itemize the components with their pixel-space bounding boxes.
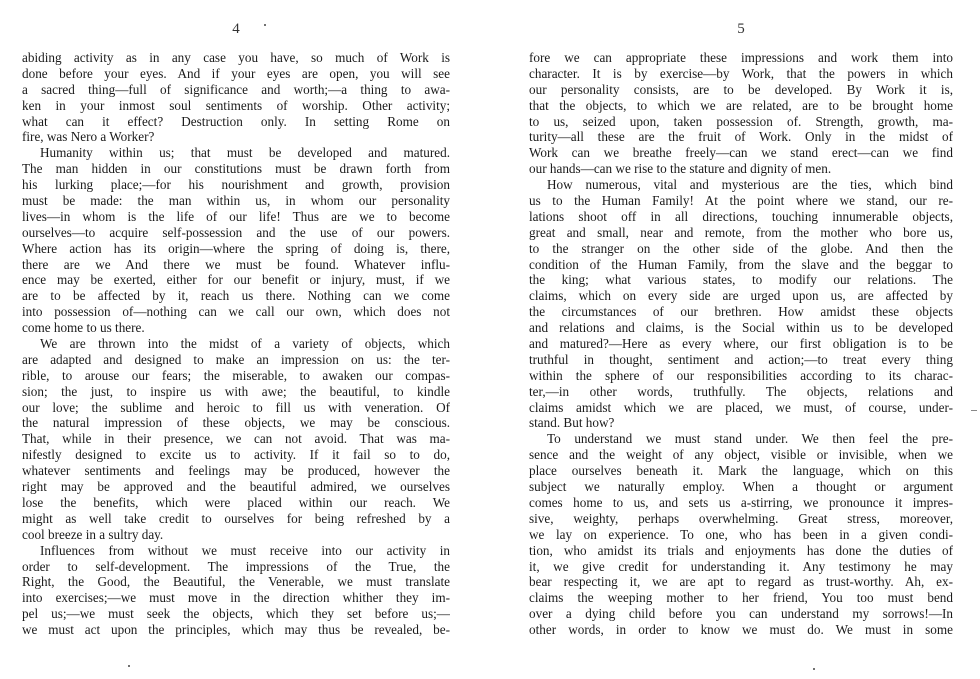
text-line: ourselves—to acquire self-possession and the use of our powers.	[22, 224, 450, 240]
text-line: truthful in thought, sentiment and action;—to treat every thing	[529, 351, 953, 367]
text-line: claims, which on every side are urged upon us, are affected by	[529, 288, 953, 304]
text-line: Right, the Good, the Beautiful, the Venerable, we must translate	[22, 574, 450, 590]
text-line: right may be approved and the beautiful admired, we ourselves	[22, 479, 450, 495]
text-line: turity—all these are the fruit of Work. Only in the midst of	[529, 129, 953, 145]
text-line: order to self-development. The impressions of the True, the	[22, 558, 450, 574]
text-line: abiding activity as in any case you have, so much of Work is	[22, 50, 450, 65]
text-line: to us, seized upon, taken possession of. Strength, growth, ma-	[529, 113, 953, 129]
text-line: To understand we must stand under. We then feel the pre-	[547, 431, 953, 447]
text-line: are to be affected by it, reach us there. Nothing can we come	[22, 288, 450, 304]
text-line: claims the weeping mother to her friend, You too must bend	[529, 590, 953, 606]
right-page	[529, 0, 953, 679]
text-line: what can it effect? Destruction only. In setting Rome on	[22, 113, 450, 129]
text-line: place ourselves beneath it. Mark the language, which on this	[529, 463, 953, 479]
text-line: we must act upon the principles, which may thus be revealed, be-	[22, 622, 450, 638]
text-line: nifestly designed to excite us to activity. If it fail so to do,	[22, 447, 450, 463]
text-line: lives—in whom is the life of our life! Thus are we to become	[22, 208, 450, 224]
print-speck	[264, 24, 266, 26]
text-line: into exercises;—we must move in the direction whither they im-	[22, 590, 450, 606]
text-line: us to the Human Family! At the point where we stand, our re-	[529, 193, 953, 209]
text-line: that the objects, to which we are related, are to be brought home	[529, 97, 953, 113]
text-line: Influences from without we must receive into our activity in	[40, 542, 450, 558]
text-line: ter,—in other words, truthfully. The objects, relations and	[529, 383, 953, 399]
left-page-text	[22, 50, 450, 638]
text-line: his lurking place;—for his nourishment and growth, provision	[22, 177, 450, 193]
text-line: The man hidden in our constitutions must be drawn forth from	[22, 161, 450, 177]
page-number-left: 4	[232, 21, 240, 37]
text-line: it, we give credit for understanding it. Any testimony he may	[529, 558, 953, 574]
text-line: Work can we breathe freely—can we stand erect—can we find	[529, 145, 953, 161]
text-line: to the stranger on the other side of the globe. And then the	[529, 240, 953, 256]
text-line: fire, was Nero a Worker?	[22, 129, 155, 145]
text-line: sence and the weight of any object, visible or invisible, when we	[529, 447, 953, 463]
text-line: come home to us there.	[22, 320, 145, 336]
print-speck	[128, 665, 130, 667]
text-line: might as well take credit to ourselves for being refreshed by a	[22, 510, 450, 526]
text-line: That, while in their presence, we can not avoid. That was ma-	[22, 431, 450, 447]
text-line: over a dying child before you can understand my sorrows!—In	[529, 606, 953, 622]
text-line: great and small, near and remote, from the mother who bore us,	[529, 224, 953, 240]
text-line: whatever sentiments and feelings may be produced, however the	[22, 463, 450, 479]
text-line: our hands—can we rise to the stature and dignity of men.	[529, 161, 832, 177]
text-line: we lay on experience. To one, who has been in a given condi-	[529, 526, 953, 542]
text-line: and relations and claims, is the Social within us to be developed	[529, 320, 953, 336]
text-line: bear respecting it, we are apt to regard as trust-worthy. Ah, ex-	[529, 574, 953, 590]
text-line: sion; the just, to inspire us with awe; the beautiful, to kindle	[22, 383, 450, 399]
text-line: the king; what various states, to modify our relations. The	[529, 272, 953, 288]
text-line: our love; the sublime and heroic to fill us with veneration. Of	[22, 399, 450, 415]
left-page	[22, 0, 450, 679]
text-line: How numerous, vital and mysterious are the ties, which bind	[547, 177, 953, 193]
text-line: our personality consists, are to be developed. By Work it is,	[529, 81, 953, 97]
edge-mark	[971, 410, 977, 411]
text-line: lose the benefits, which were placed within our reach. We	[22, 494, 450, 510]
text-line: pel us;—we must seek the objects, which they set before us;—	[22, 606, 450, 622]
text-line: Where action has its origin—where the spring of doing is, there,	[22, 240, 450, 256]
text-line: a sacred thing—full of significance and worth;—a thing to awa-	[22, 81, 450, 97]
text-line: sive, weighty, perhaps overwhelming. Great stress, moreover,	[529, 510, 953, 526]
text-line: and matured?—Here as every where, our first obligation is to be	[529, 336, 953, 352]
text-line: ken in your inmost soul sentiments of worship. Other activity;	[22, 97, 450, 113]
text-line: claims amidst which we are placed, we must, of course, under-	[529, 399, 953, 415]
text-line: the circumstances of our brethren. How amidst these objects	[529, 304, 953, 320]
text-line: subject we naturally employ. When a thought or argument	[529, 479, 953, 495]
text-line: the natural impression of these objects, we may be conscious.	[22, 415, 450, 431]
text-line: Humanity within us; that must be developed and matured.	[40, 145, 450, 161]
text-line: lations shoot off in all directions, touching innumerable objects,	[529, 208, 953, 224]
text-line: stand. But how?	[529, 415, 615, 431]
text-line: cool breeze in a sultry day.	[22, 526, 164, 542]
text-line: We are thrown into the midst of a variety of objects, which	[40, 336, 450, 352]
text-line: fore we can appropriate these impressions and work them into	[529, 50, 953, 65]
text-line: must be made: the man within us, in whom our personality	[22, 193, 450, 209]
text-line: done before your eyes. And if your eyes are open, you will see	[22, 65, 450, 81]
text-line: rible, to arouse our fears; the miserable, to awaken our compas-	[22, 367, 450, 383]
text-line: character. It is by exercise—by Work, that the powers in which	[529, 65, 953, 81]
text-line: condition of the Human Family, from the slave and the beggar to	[529, 256, 953, 272]
text-line: ence may be exerted, either for our benefit or injury, must, if we	[22, 272, 450, 288]
text-line: into possession of—nothing can we call our own, which does not	[22, 304, 450, 320]
text-line: there are we And there we must be found. Whatever influ-	[22, 256, 450, 272]
text-line: other words, in order to know we must do. We must in some	[529, 622, 953, 638]
text-line: within the sphere of our responsibilities according to its charac-	[529, 367, 953, 383]
right-page-text	[529, 50, 953, 638]
text-line: tion, who amidst its trials and enjoyments has done the duties of	[529, 542, 953, 558]
page-number-right: 5	[737, 21, 745, 37]
text-line: are adapted and designed to make an impression on us: the ter-	[22, 351, 450, 367]
text-line: comes home to us, and sets us a-stirring, we pronounce it impres-	[529, 494, 953, 510]
